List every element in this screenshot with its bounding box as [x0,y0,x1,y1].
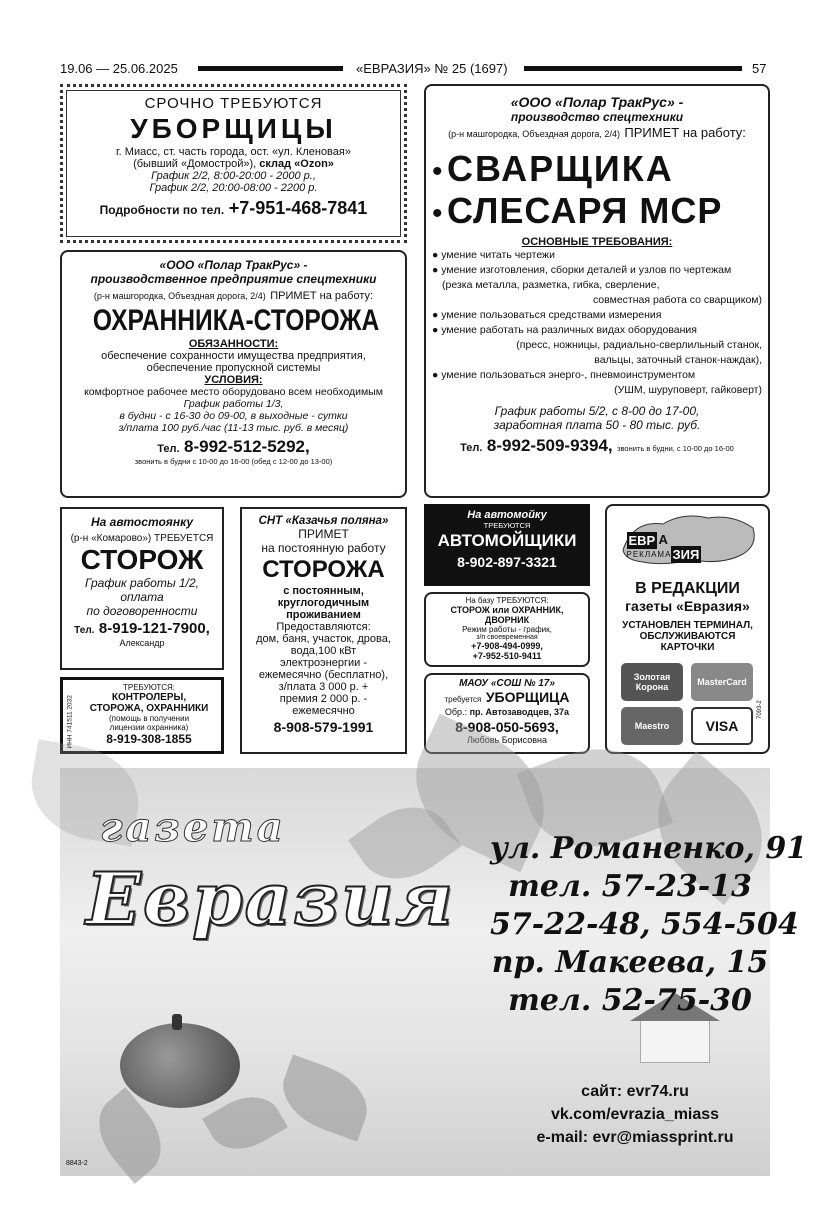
promo-address: ул. Романенко, 91 [490,831,808,866]
ad-payment-terminal [605,504,770,754]
promo-gazeta: газета [100,804,286,851]
job-title: СТОРОЖ [80,544,204,575]
duties-heading: ОБЯЗАННОСТИ: [188,338,279,350]
contact-name: Любовь Борисовна [466,735,548,745]
required-label: ТРЕБУЮТСЯ [483,521,531,530]
company-address: (р-н машгородка, Объездная дорога, 2/4) [448,129,620,139]
duty-line: обеспечение пропускной системы [146,362,321,374]
promo-phone: тел. 52-75-30 [508,983,752,1018]
condition-line: з/плата 100 руб./час (11-13 тыс. руб. в месяц) [118,422,349,434]
schedule: График работы 1/2, [85,576,199,590]
address-label: Обр.: [444,707,468,717]
bullet-icon: • [432,197,443,230]
ad-code: 7093-2 [757,700,763,719]
ad-line: дом, баня, участок, дрова, [256,633,391,645]
company-name: «ООО «Полар ТракРус» - [159,258,308,272]
conditions-heading: УСЛОВИЯ: [204,374,263,386]
ad-line: с постоянным, [283,585,364,597]
requirement-detail: (пресс, ножницы, радиально-сверлильный станок, [516,339,762,351]
requirement-item: ● умение читать чертежи [432,249,555,261]
ad-lead: СРОЧНО ТРЕБУЮТСЯ [144,95,323,112]
ad-line: круглогодичным [277,597,370,609]
company-name: «ООО «Полар ТракРус» - [510,94,684,110]
ad-controllers [60,677,224,754]
payment-terms: по договоренности [86,604,198,618]
ad-lead: На автомойку [467,509,547,521]
job-title-fitter: СЛЕСАРЯ МСР [446,190,723,231]
requirement-detail: (УШМ, шуруповерт, гайковерт) [614,384,762,396]
ad-lead: МАОУ «СОШ № 17» [459,678,555,689]
ad-phone: +7-952-510-9411 [472,651,542,661]
promo-vk-link[interactable]: vk.com/evrazia_miass [550,1106,720,1123]
requirement-item: ● умение работать на различных видах оборудования [432,324,697,336]
promo-phone: тел. 57-23-13 [508,869,752,904]
newspaper-issue-title: «ЕВРАЗИЯ» № 25 (1697) [356,61,508,76]
ad-phone: 8-908-579-1991 [273,719,374,735]
ad-cleaners-ozon [60,84,407,243]
ad-address-note: (бывший «Домострой»), [133,158,257,170]
inn-number: ИНН 741511 2032 [66,695,74,749]
ad-line: з/плата 3 000 р. + [278,681,369,693]
ad-polar-welder [424,84,770,498]
evrazia-logo: ЕВР А ЗИЯ РЕКЛАМА [613,510,763,570]
tel-label: Тел. [460,442,483,454]
bullet-icon: • [432,155,443,188]
pumpkin-illustration [120,1023,240,1108]
ad-schedule-day: График 2/2, 8:00-20:00 - 2000 р., [151,170,316,182]
accepts-label: ПРИМЕТ на работу: [624,125,746,140]
house-illustration [640,1018,710,1063]
ad-note: (помощь в получении [108,714,190,723]
ad-phone: 8-992-509-9394, [486,436,613,455]
requirement-item: ● умение изготовления, сборки деталей и узлов по чертежам [432,264,732,276]
ad-lead: СНТ «Казачья поляна» [258,515,389,527]
ad-parking-guard [60,507,224,670]
ad-line: ежемесячно [292,705,355,717]
promo-email[interactable]: e-mail: evr@miassprint.ru [536,1129,734,1146]
ad-phone: 8-919-121-7900, [98,620,210,637]
requirement-item: ● умение пользоваться энерго-, пневмоинструментом [432,369,696,381]
ad-line: вода,100 кВт [290,645,357,657]
required-label: ТРЕБУЕТСЯ [154,533,214,544]
requirement-item: ● умение пользоваться средствами измерения [432,309,662,321]
salary: заработная плата 50 - 80 тыс. руб. [493,418,701,432]
job-title: АВТОМОЙЩИКИ [437,531,577,550]
payment: оплата [120,590,164,604]
requirements-heading: ОСНОВНЫЕ ТРЕБОВАНИЯ: [521,236,673,248]
promo-website[interactable]: сайт: evr74.ru [581,1083,689,1100]
required-label: требуется [444,695,482,704]
ad-schedule-night: График 2/2, 20:00-08:00 - 2200 р. [149,182,318,194]
ad-line: ОБСЛУЖИВАЮТСЯ [639,631,736,642]
ad-contact-label: Подробности по тел. [99,203,225,217]
tel-label: Тел. [157,443,180,455]
ad-title: УБОРЩИЦЫ [130,113,337,144]
ad-phone: 8-992-512-5292, [184,437,310,456]
ad-lead: На автостоянку [90,515,193,529]
ad-line: УСТАНОВЛЕН ТЕРМИНАЛ, [622,620,753,631]
condition-line: комфортное рабочее место оборудовано всем необходимым [84,386,383,398]
issue-dates: 19.06 — 25.06.2025 [60,61,178,76]
ad-polar-guard [60,250,407,498]
ad-line: КАРТОЧКИ [660,642,715,653]
ad-line: Предоставляются: [276,621,371,633]
ad-lead: На базу ТРЕБУЮТСЯ: [465,596,549,605]
company-address: (р-н машгородка, Объездная дорога, 2/4) [93,291,266,301]
header-rule-right [524,66,742,71]
job-title-welder: СВАРЩИКА [446,148,674,189]
contact-name: Александр [119,638,165,648]
ad-line: премия 2 000 р. - [279,693,368,705]
ad-heading: газеты «Евразия» [625,598,750,614]
ad-note: лицензии охранника) [109,723,189,732]
job-title: СТОРОЖ или ОХРАННИК, [450,605,564,615]
call-hours: звонить в будни, с 10-00 до 16-00 [617,444,734,453]
ad-phone: 8-902-897-3321 [457,554,557,570]
ad-line: ежемесячно (бесплатно), [258,669,389,681]
ad-phone: +7-908-494-0999, [471,641,543,651]
page-number: 57 [752,61,767,76]
visa-card-icon: VISA [691,707,753,745]
job-title: ДВОРНИК [484,615,530,625]
ad-phone: 8-919-308-1855 [106,732,192,746]
logo-reklama: РЕКЛАМА [626,550,672,559]
job-title: СТОРОЖА, ОХРАННИКИ [89,703,209,714]
ad-phone: +7-951-468-7841 [228,198,368,218]
ad-heading: В РЕДАКЦИИ [635,580,740,597]
condition-line: График работы 1/3, [183,398,284,410]
ad-lead: ТРЕБУЮТСЯ: [122,683,175,692]
header-rule-left [198,66,343,71]
ad-line: з/п своевременная [476,634,538,641]
ad-line: на постоянную работу [261,541,386,555]
address: пр. Автозаводцев, 37а [469,707,570,717]
ad-warehouse: склад «Ozon» [259,158,334,170]
maestro-card-icon: Maestro [621,707,683,745]
job-title: СТОРОЖА [262,556,385,583]
duty-line: обеспечение сохранности имущества предприятия, [101,350,366,362]
ad-carwash [424,504,590,586]
ad-base-guard [424,592,590,667]
requirement-detail: вальцы, заточный станок-наждак), [594,354,762,366]
ad-phone: 8-908-050-5693, [455,719,559,735]
company-desc: производственное предприятие спецтехники [90,272,377,286]
job-title: КОНТРОЛЕРЫ, [111,692,187,703]
promo-newspaper-name: Евразия [86,856,455,941]
ad-code: 8843-2 [66,1160,88,1167]
ad-snt-guard [240,507,407,754]
requirement-detail: совместная работа со сварщиком) [592,294,762,306]
ad-line: электроэнергии - [279,657,368,669]
condition-line: в будни - с 16-30 до 09-00, в выходные - сутки [119,410,348,422]
requirement-detail: (резка металла, разметка, гибка, сверление, [442,279,660,291]
ad-line: ПРИМЕТ [298,527,349,541]
mastercard-icon: MasterCard [691,663,753,701]
location: (р-н «Комарово») [70,533,152,544]
promo-banner [60,768,808,1176]
company-desc: производство спецтехники [510,110,684,124]
promo-phone: 57-22-48, 554-504 [490,907,799,942]
job-title: УБОРЩИЦА [485,689,570,705]
ad-line: Режим работы - график, [462,625,552,634]
schedule: График работы 5/2, с 8-00 до 17-00, [494,404,700,418]
ad-address: г. Миасс, ст. часть города, ост. «ул. Кленовая» [116,146,351,158]
promo-address: пр. Макеева, 15 [491,945,769,980]
ad-line: проживанием [286,609,361,621]
job-title: ОХРАННИКА-СТОРОЖА [92,304,380,337]
accepts-label: ПРИМЕТ на работу: [270,290,374,302]
zolotaya-korona-card-icon: Золотая Корона [621,663,683,701]
call-hours: звонить в будни с 10-00 до 16-00 (обед с 12-00 до 13-00) [134,457,333,466]
tel-label: Тел. [74,625,95,636]
